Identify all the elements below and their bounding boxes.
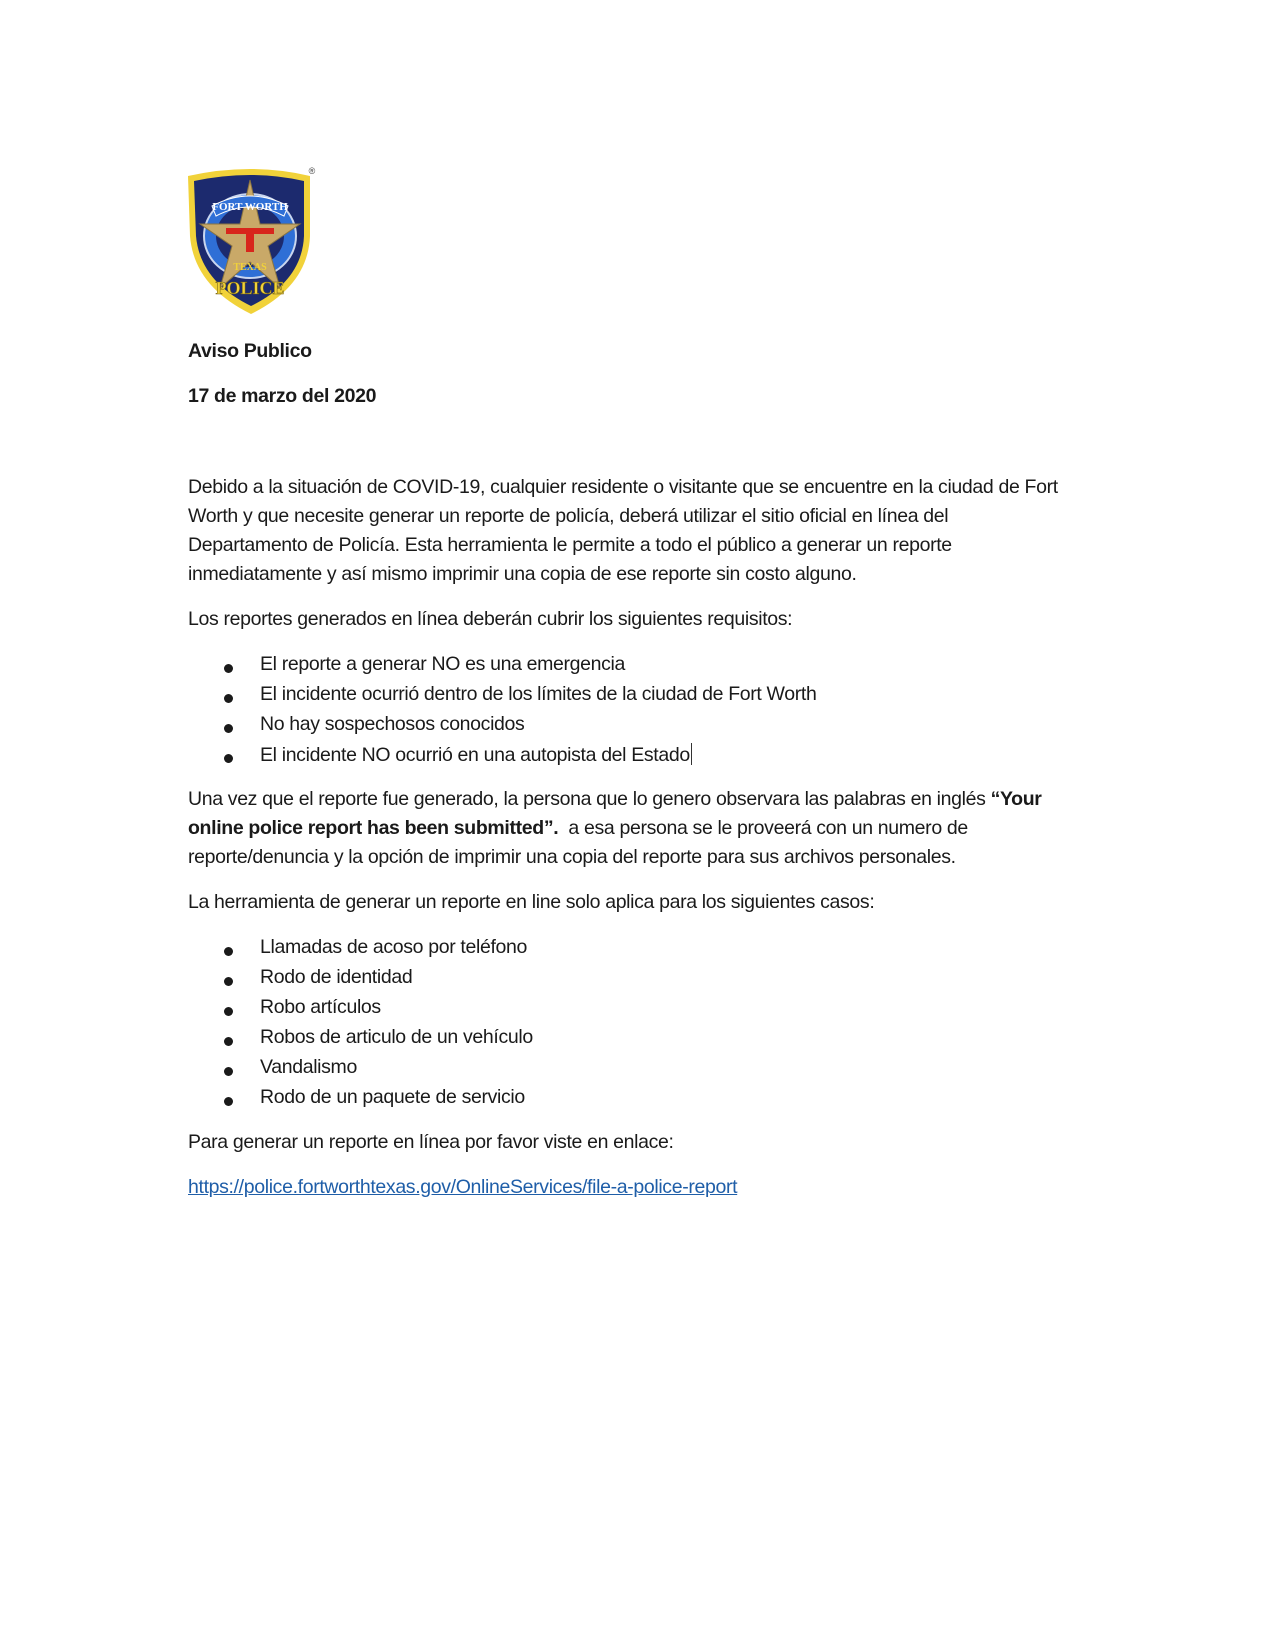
- requirement-item: No hay sospechosos conocidos: [260, 713, 525, 735]
- bullet-icon: [224, 1067, 233, 1076]
- bullet-icon: [224, 754, 233, 763]
- bullet-icon: [224, 947, 233, 956]
- registered-mark: ®: [308, 166, 316, 176]
- text-cursor: [691, 743, 692, 765]
- case-item: Robos de articulo de un vehículo: [260, 1026, 533, 1048]
- intro-line: inmediatamente y así mismo imprimir una copia de ese reporte sin costo alguno.: [188, 563, 857, 585]
- cases-heading: La herramienta de generar un reporte en line solo aplica para los siguientes casos:: [188, 891, 875, 913]
- requirements-heading: Los reportes generados en línea deberán cubrir los siguientes requisitos:: [188, 608, 793, 630]
- bullet-icon: [224, 1097, 233, 1106]
- case-item: Rodo de un paquete de servicio: [260, 1086, 525, 1108]
- requirement-item: El reporte a generar NO es una emergencia: [260, 653, 626, 675]
- submission-quote-end: online police report has been submitted”.: [188, 817, 559, 839]
- submission-text: a esa persona se le proveerá con un numero de: [558, 817, 968, 839]
- fort-worth-police-badge-icon: [184, 166, 318, 318]
- badge-middle-text: TEXAS: [233, 262, 267, 273]
- intro-line: Worth y que necesite generar un reporte de policía, deberá utilizar el sitio oficial en línea del: [188, 505, 949, 527]
- case-item: Rodo de identidad: [260, 966, 413, 988]
- badge-top-text: FORT WORTH: [212, 201, 288, 213]
- submission-text: Una vez que el reporte fue generado, la persona que lo genero observara las palabras en inglés: [188, 788, 991, 810]
- bullet-icon: [224, 694, 233, 703]
- bullet-icon: [224, 1007, 233, 1016]
- submission-line: reporte/denuncia y la opción de imprimir una copia del reporte para sus archivos personales.: [188, 846, 956, 868]
- bullet-icon: [224, 664, 233, 673]
- bullet-icon: [224, 1037, 233, 1046]
- submission-quote-start: “Your: [990, 788, 1042, 810]
- police-report-link[interactable]: https://police.fortworthtexas.gov/OnlineServices/file-a-police-report: [188, 1176, 738, 1198]
- submission-line: [188, 817, 968, 840]
- bullet-icon: [224, 724, 233, 733]
- link-intro: Para generar un reporte en línea por favor viste en enlace:: [188, 1131, 674, 1153]
- case-item: Vandalismo: [260, 1056, 357, 1078]
- case-item: Robo artículos: [260, 996, 381, 1018]
- notice-title: Aviso Publico: [188, 340, 312, 362]
- notice-date: 17 de marzo del 2020: [188, 385, 377, 407]
- case-item: Llamadas de acoso por teléfono: [260, 936, 528, 958]
- bullet-icon: [224, 977, 233, 986]
- intro-line: Departamento de Policía. Esta herramienta le permite a todo el público a generar un reporte: [188, 534, 952, 556]
- requirement-item-text: El incidente NO ocurrió en una autopista del Estado: [260, 744, 690, 766]
- requirement-item: [260, 743, 692, 767]
- submission-line: [188, 788, 1042, 811]
- intro-line: Debido a la situación de COVID-19, cualquier residente o visitante que se encuentre en la ciudad de Fort: [188, 476, 1058, 498]
- badge-bottom-text: POLICE: [215, 278, 285, 298]
- requirement-item: El incidente ocurrió dentro de los límites de la ciudad de Fort Worth: [260, 683, 817, 705]
